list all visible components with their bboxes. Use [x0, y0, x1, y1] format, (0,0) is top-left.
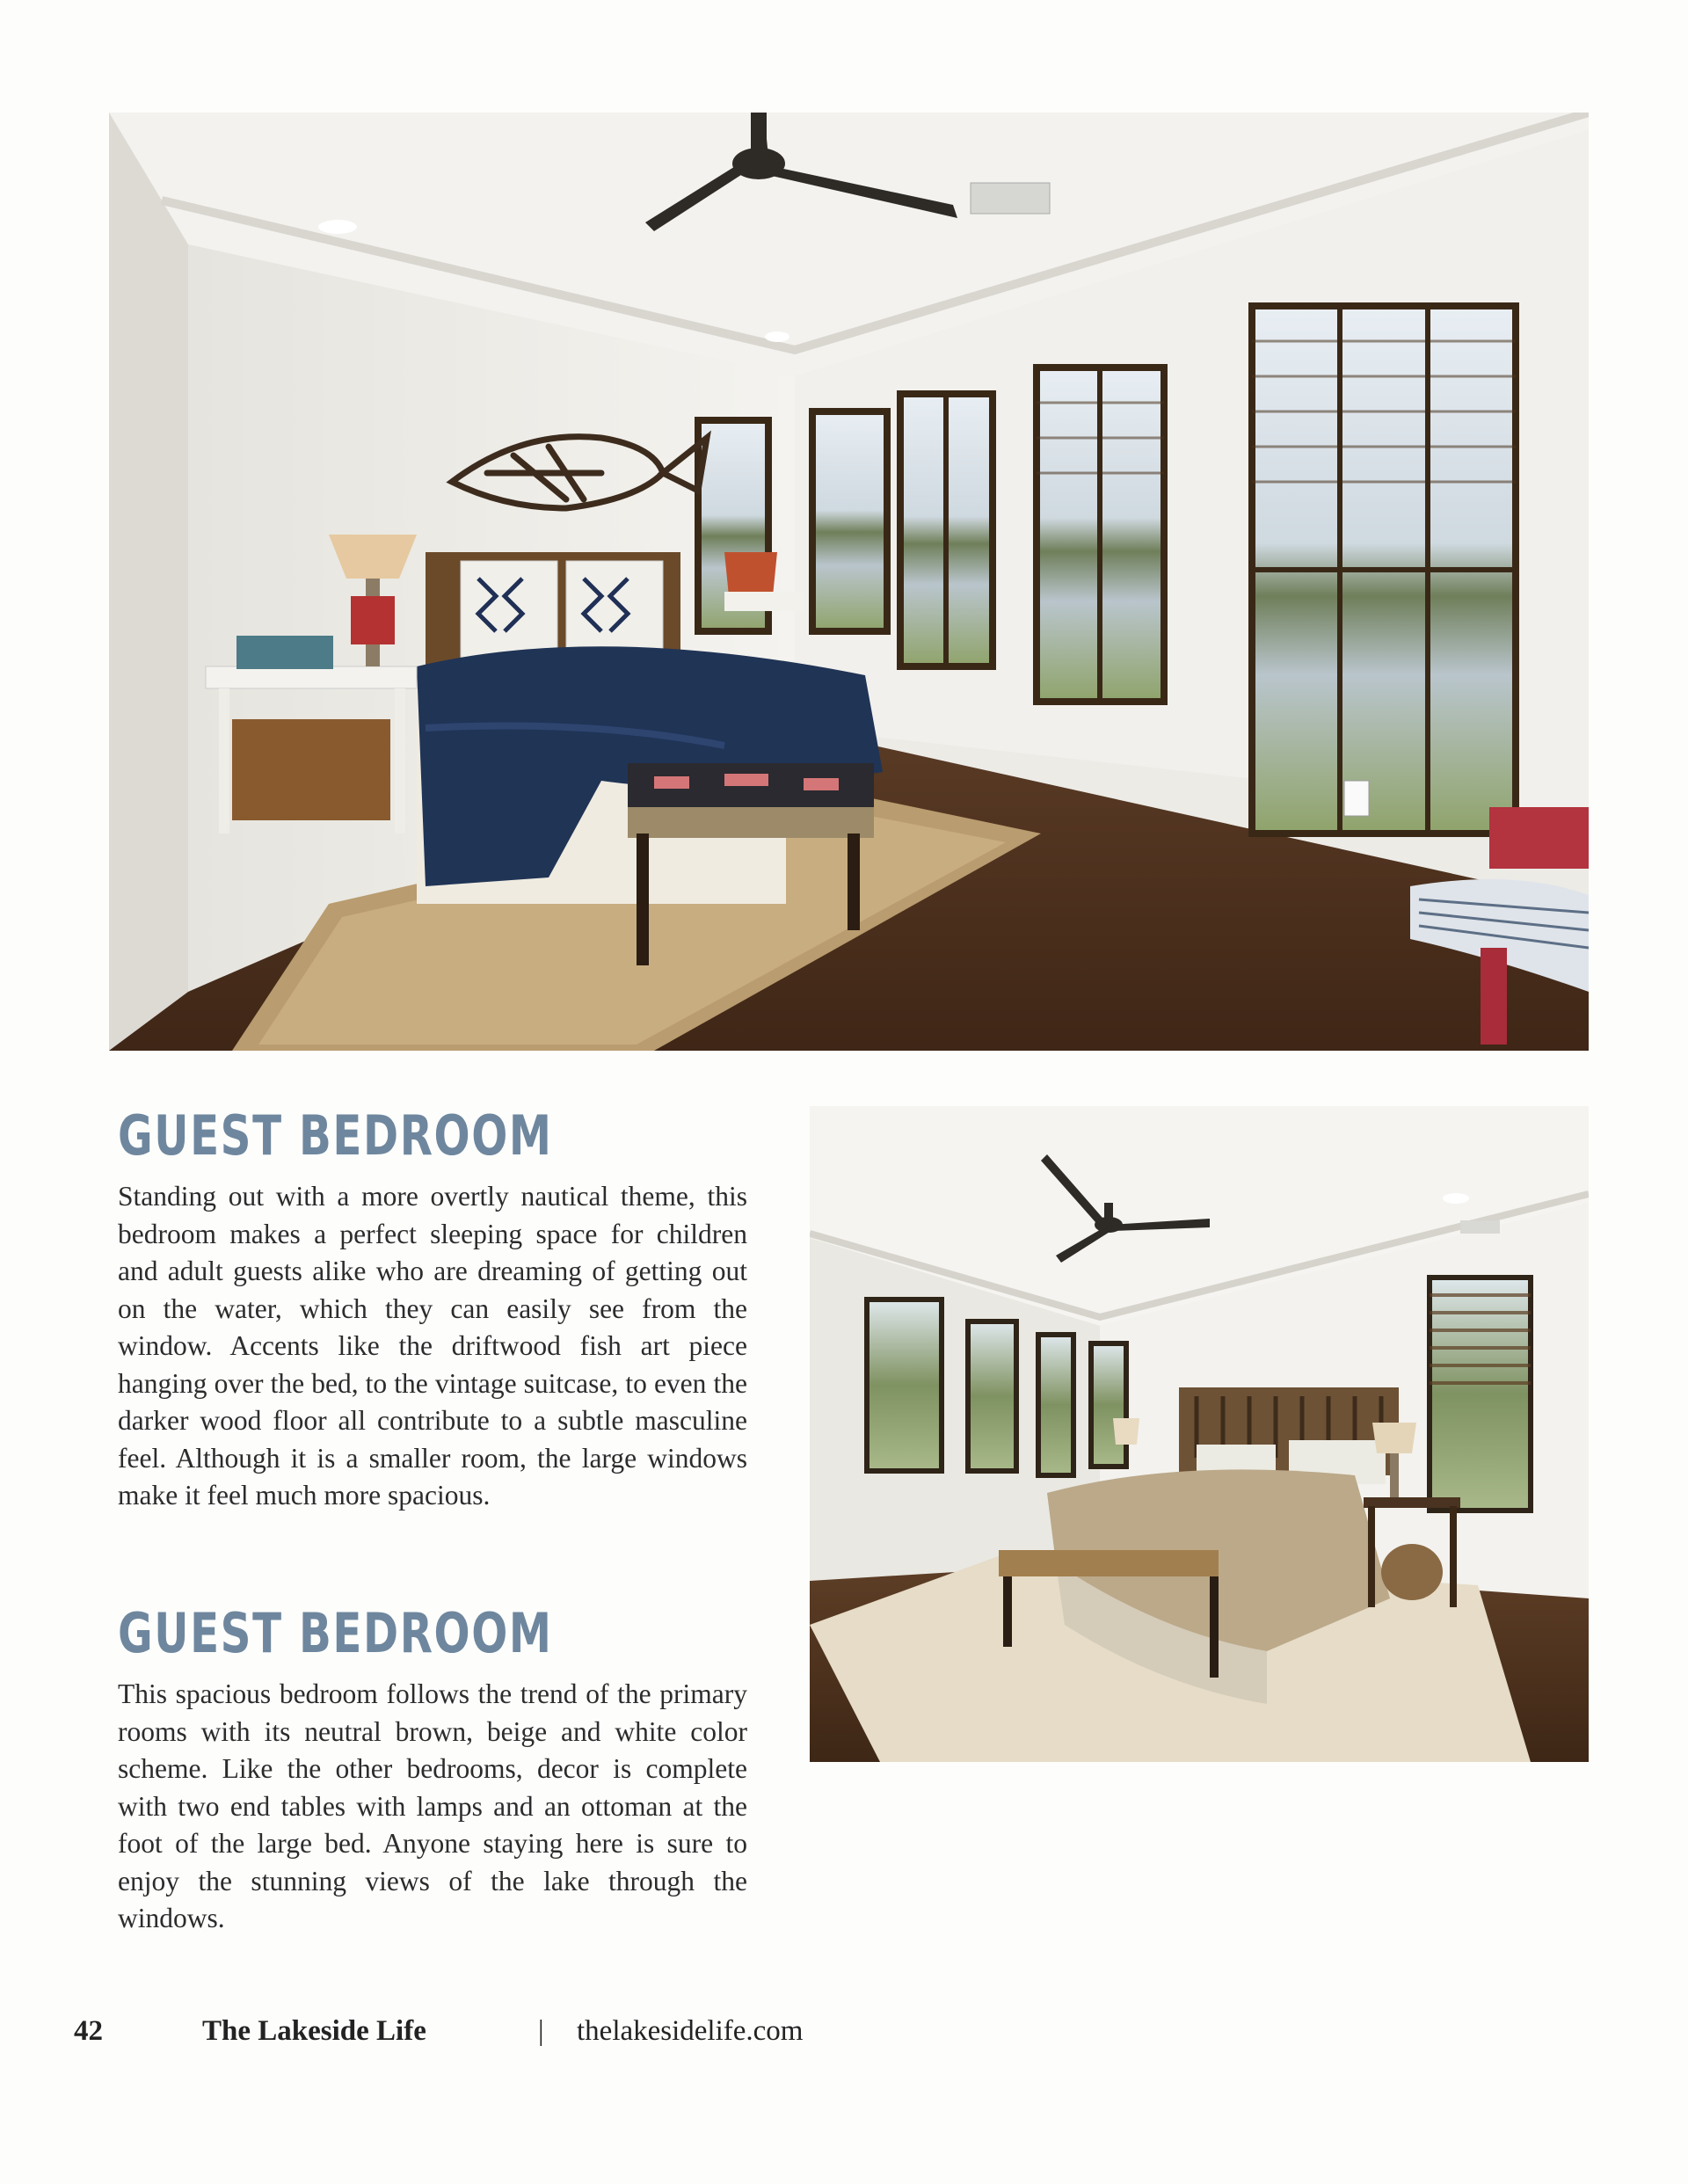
footer-separator: |	[538, 2015, 544, 2047]
website-link[interactable]: thelakesidelife.com	[577, 2015, 804, 2047]
section-heading: GUEST BEDROOM	[118, 1103, 553, 1168]
section-heading: GUEST BEDROOM	[118, 1601, 553, 1665]
section-body: Standing out with a more overtly nautical theme, this bedroom makes a perfect sleeping space for children and adult guests alike who are dreaming of getting out on the water, which they can easily see from the window. Accents like the driftwood fish art piece hanging over the bed, to the vintage suitcase, to even the darker wood floor all contribute to a subtle masculine feel. Although it is a smaller room, the large windows make it feel much more spacious.	[118, 1181, 747, 1511]
guest-bedroom-neutral-photo	[810, 1106, 1589, 1762]
publication-name: The Lakeside Life	[202, 2015, 426, 2047]
guest-bedroom-section-1	[118, 1101, 747, 1515]
section-body: This spacious bedroom follows the trend of the primary rooms with its neutral brown, beige and white color scheme. Like the other bedrooms, decor is complete with two end tables with lamps and an ottoman at the foot of the large bed. Anyone staying here is sure to enjoy the stunning views of the lake through the windows.	[118, 1678, 747, 1933]
guest-bedroom-section-2	[118, 1598, 747, 1938]
guest-bedroom-nautical-photo	[109, 113, 1589, 1051]
page-number: 42	[74, 2015, 103, 2047]
